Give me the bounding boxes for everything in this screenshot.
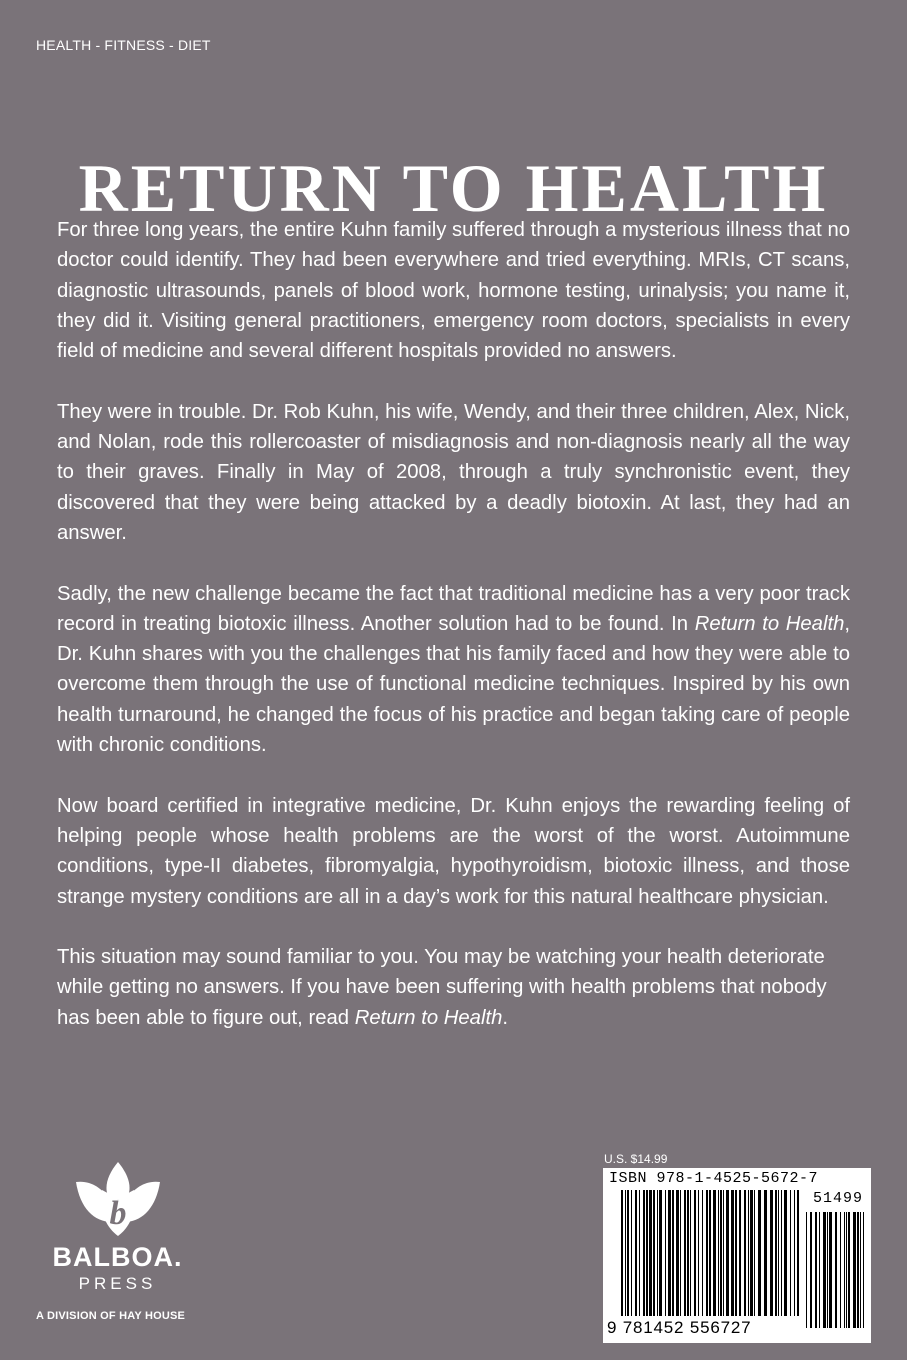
addon-bar [848, 1212, 850, 1328]
addon-bar [806, 1212, 807, 1328]
barcode-bar [653, 1190, 655, 1316]
addon-bar [827, 1212, 828, 1328]
barcode-bar [778, 1190, 779, 1316]
publisher-sub: PRESS [78, 1274, 157, 1293]
paragraph-5 [57, 942, 850, 1033]
barcode-bar [635, 1190, 637, 1316]
addon-bar [844, 1212, 845, 1328]
barcode-bar [625, 1190, 626, 1316]
barcode-bar [735, 1190, 737, 1316]
barcode-bar [709, 1190, 711, 1316]
publisher-name: BALBOA. [52, 1242, 183, 1272]
paragraph-4: Now board certified in integrative medicine, Dr. Kuhn enjoys the rewarding feeling of helping people whose health problems are the worst of the worst. Autoimmune conditions, type-II diabetes, fibromyalgia, hypothyroidism, biotoxic illness, and those strange mystery conditions are all in a day’s work for this natural healthcare physician. [57, 794, 850, 908]
barcode-bar [784, 1190, 787, 1316]
svg-text:b: b [109, 1195, 127, 1232]
barcode-bar [698, 1190, 699, 1316]
barcode-bar [764, 1190, 767, 1316]
barcode-bar [649, 1190, 652, 1316]
paragraph-5-part-2: . [502, 1006, 509, 1029]
publisher-logo [30, 1160, 205, 1330]
addon-bar [863, 1212, 864, 1328]
paragraph-1: For three long years, the entire Kuhn family suffered through a mysterious illness that no doctor could identify. They had been everywhere and tried everything. MRIs, CT scans, diagnostic ultrasounds, panels of blood work, hormone testing, urinalysis; you name it, they did it. Visiting general practitioners, emergency room doctors, specialists in every field of medicine and several different hospitals provided no answers. [57, 219, 850, 363]
lotus-icon [72, 1160, 164, 1240]
barcode-bar [718, 1190, 719, 1316]
barcode-bar [627, 1190, 629, 1316]
paragraph-3-part-2: , Dr. Kuhn shares with you the challenges that his family faced and how they were able to overcome them through the use of functional medicine techniques. Inspired by his own health turnaround, he changed the focus of his practice and began taking care of people with chronic conditions. [57, 612, 851, 757]
addon-bar [819, 1212, 820, 1328]
addon-bar [835, 1212, 837, 1328]
paragraph-3-part-1: Sadly, the new challenge became the fact that traditional medicine has a very poor track record in treating biotoxic illness. Another solution had to be found. In [57, 582, 850, 635]
addon-bar [857, 1212, 859, 1328]
barcode-bar [657, 1190, 658, 1316]
addon-bar [860, 1212, 861, 1328]
back-cover-blurb [57, 215, 850, 1063]
barcode-bar [739, 1190, 741, 1316]
barcode-bar [790, 1190, 791, 1316]
book-title: RETURN TO HEALTH [78, 149, 829, 226]
barcode-bar [639, 1190, 640, 1316]
addon-bar [846, 1212, 847, 1328]
price-label: U.S. $14.99 [604, 1152, 668, 1166]
paragraph-2: They were in trouble. Dr. Rob Kuhn, his wife, Wendy, and their three children, Alex, Nick, and Nolan, rode this rollercoaster of misdiagnosis and non-diagnosis nearly all the way to their graves. Finally in May of 2008, through a truly synchronistic event, they discovered that they were being attacked by a deadly biotoxin. At last, they had an answer. [57, 400, 850, 544]
barcode-bar [665, 1190, 666, 1316]
addon-bar [840, 1212, 841, 1328]
barcode-bar [750, 1190, 753, 1316]
addon-bar [829, 1212, 832, 1328]
barcode-bar [659, 1190, 662, 1316]
paragraph-5-part-1: This situation may sound familiar to you. You may be watching your health deteriorate while getting no answers. If you have been suffering with health problems that nobody has been able to figure out, read [57, 946, 827, 1029]
barcode-bar [775, 1190, 777, 1316]
publisher-division: A DIVISION OF HAY HOUSE [36, 1310, 186, 1322]
category-label: HEALTH - FITNESS - DIET [36, 37, 211, 53]
barcode-bar [781, 1190, 782, 1316]
barcode-bar [687, 1190, 689, 1316]
barcode-bar [713, 1190, 716, 1316]
barcode-bar [731, 1190, 734, 1316]
addon-bar [853, 1212, 856, 1328]
barcode-bar [723, 1190, 724, 1316]
addon-bar [823, 1212, 826, 1328]
barcode-bar [694, 1190, 696, 1316]
barcode-bar [672, 1190, 674, 1316]
barcode-bar [754, 1190, 755, 1316]
addon-bar [810, 1212, 812, 1328]
barcode-bar [684, 1190, 686, 1316]
barcode-bar [631, 1190, 632, 1316]
barcode-bar [668, 1190, 671, 1316]
barcode-bar [702, 1190, 703, 1316]
barcode-bar [676, 1190, 679, 1316]
paragraph-3 [57, 579, 850, 761]
barcode-bar [720, 1190, 722, 1316]
ean-digits: 9 781452 556727 [607, 1318, 752, 1337]
paragraph-3-book-title: Return to Health [694, 612, 845, 635]
barcode-bar [794, 1190, 795, 1316]
barcode-bar [690, 1190, 691, 1316]
isbn-barcode [603, 1168, 871, 1343]
barcode-bar [797, 1190, 799, 1316]
addon-bar [815, 1212, 817, 1328]
barcode-bar [643, 1190, 645, 1316]
barcode-bar [758, 1190, 761, 1316]
barcode-bar [726, 1190, 729, 1316]
barcode-bar [680, 1190, 681, 1316]
barcode-bar [770, 1190, 773, 1316]
barcode-bar [621, 1190, 623, 1316]
paragraph-5-book-title: Return to Health [354, 1006, 503, 1029]
price-addon-code: 51499 [812, 1190, 863, 1207]
barcode-bar [646, 1190, 648, 1316]
barcode-bar [748, 1190, 749, 1316]
isbn-number: ISBN 978-1-4525-5672-7 [609, 1170, 819, 1187]
barcode-bar [744, 1190, 746, 1316]
barcode-bar [706, 1190, 708, 1316]
